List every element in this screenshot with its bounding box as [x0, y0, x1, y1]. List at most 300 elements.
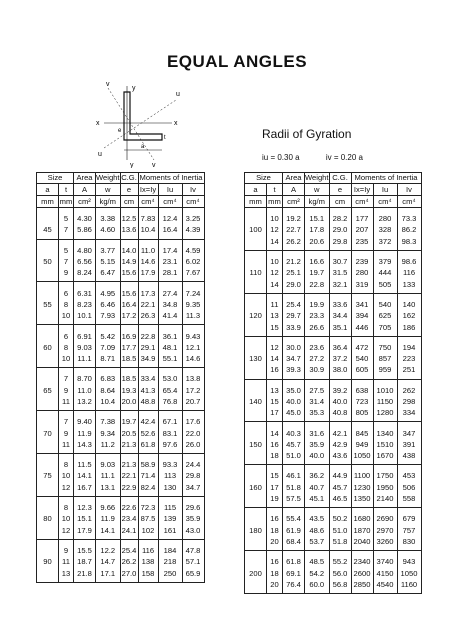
table-row — [37, 525, 205, 540]
table-cell: 17 — [267, 482, 283, 493]
cell-size-a — [37, 368, 59, 385]
table-cell: 51.0 — [283, 450, 305, 465]
table-cell: 33.4 — [138, 368, 158, 385]
cell-size-a — [245, 208, 267, 225]
cell-size-a — [245, 336, 267, 353]
label-v-top: v — [106, 81, 110, 88]
table-cell: 29.8 — [329, 236, 351, 251]
table-cell: 26.2 — [283, 236, 305, 251]
table-cell: 55.4 — [283, 508, 305, 525]
table-cell: 11 — [267, 293, 283, 310]
table-cell: 14.6 — [138, 256, 158, 267]
table-cell: 5 — [59, 208, 74, 225]
table-row — [37, 439, 205, 454]
cell-size-a: 110 — [245, 267, 267, 278]
table-cell: 97.6 — [158, 439, 182, 454]
cell-size-a — [245, 236, 267, 251]
table-cell: 22.6 — [120, 496, 138, 513]
table-cell: 43.5 — [305, 508, 330, 525]
table-row — [245, 551, 422, 568]
table-row — [37, 556, 205, 567]
label-a: a — [141, 144, 145, 150]
table-cell: 15 — [267, 321, 283, 336]
table-cell: 22.1 — [121, 471, 137, 481]
table-cell: 250 — [158, 567, 182, 582]
table-cell: 39.3 — [283, 364, 305, 379]
cell-size-a — [245, 508, 267, 525]
cell-size-a — [245, 293, 267, 310]
table-cell: 34.8 — [158, 299, 182, 310]
table-row — [37, 385, 205, 396]
table-cell: 30.7 — [329, 250, 351, 267]
table-cell: 8.64 — [96, 385, 121, 396]
table-cell: 4.60 — [96, 224, 121, 239]
table-cell: 1150 — [373, 396, 397, 407]
label-y-bottom: y — [130, 162, 134, 168]
cell-size-a — [245, 407, 267, 422]
col-e: e — [329, 184, 351, 196]
table-cell: 11 — [59, 556, 74, 567]
table-cell: 35.3 — [305, 407, 330, 422]
table-cell: 20 — [267, 579, 283, 594]
table-cell: 239 — [351, 250, 373, 267]
table-cell: 7.83 — [138, 208, 158, 225]
table-cell: 605 — [351, 364, 373, 379]
table-row — [37, 299, 205, 310]
table-cell: 22.1 — [138, 299, 158, 310]
table-cell: 506 — [397, 482, 421, 493]
table-cell: 19.2 — [283, 208, 305, 225]
weight-header: Weight — [96, 173, 120, 182]
table-cell: 17.1 — [96, 567, 121, 582]
cell-size-a — [245, 364, 267, 379]
table-cell: 262 — [397, 379, 421, 396]
cell-size-a — [37, 282, 59, 299]
table-cell: 7 — [59, 256, 74, 267]
table-cell: 21.8 — [74, 567, 96, 582]
table-row — [37, 342, 205, 353]
table-cell: 17.2 — [120, 310, 138, 325]
table-cell: 23.1 — [158, 256, 182, 267]
table-cell: 391 — [397, 439, 421, 450]
table-cell: 45.7 — [329, 482, 351, 493]
table-cell: 30.9 — [305, 364, 330, 379]
table-cell: 86.2 — [397, 224, 421, 235]
table-cell: 2040 — [351, 536, 373, 551]
table-cell: 8 — [59, 299, 74, 310]
angle-section-shape — [124, 92, 162, 140]
table-cell: 40.7 — [305, 482, 330, 493]
table-cell: 47.8 — [182, 539, 204, 556]
cell-size-a — [245, 536, 267, 551]
cell-size-a: 50 — [37, 256, 59, 267]
table-cell: 61.8 — [138, 439, 158, 454]
table-cell: 6.83 — [96, 368, 121, 385]
cell-size-a — [37, 411, 59, 428]
table-row — [245, 364, 422, 379]
col-ixiy: Ix=Iy — [139, 184, 157, 194]
v-axis-line — [108, 88, 154, 160]
table-cell: 12.4 — [158, 208, 182, 225]
table-cell: 14 — [267, 422, 283, 439]
table-cell: 73.3 — [397, 208, 421, 225]
cell-size-a: 140 — [245, 396, 267, 407]
table-cell: 83.1 — [158, 427, 182, 438]
cell-size-a: 180 — [245, 525, 267, 536]
table-cell: 27.2 — [305, 353, 330, 364]
table-cell: 113 — [158, 470, 182, 481]
cell-size-a — [245, 551, 267, 568]
iu-formula: iu = 0.30 a — [262, 153, 300, 162]
table-cell: 28.1 — [158, 267, 182, 282]
table-cell: 18.7 — [74, 556, 96, 567]
table-row — [37, 267, 205, 282]
table-row — [37, 310, 205, 325]
table-cell: 328 — [373, 224, 397, 235]
col-iu: Iu — [373, 184, 397, 196]
table-cell: 28.2 — [329, 208, 351, 225]
table-cell: 17.8 — [305, 224, 330, 235]
table-row — [245, 353, 422, 364]
cell-size-a — [245, 579, 267, 594]
table-cell: 93.3 — [158, 454, 182, 471]
table-cell: 17.6 — [182, 411, 204, 428]
table-cell: 9.40 — [74, 411, 96, 428]
table-cell: 438 — [397, 450, 421, 465]
table-cell: 20.6 — [305, 236, 330, 251]
cell-size-a: 200 — [245, 567, 267, 578]
table-cell: 186 — [397, 321, 421, 336]
table-cell: 24.4 — [182, 454, 204, 471]
cell-size-a — [37, 539, 59, 556]
table-cell: 16 — [267, 551, 283, 568]
table-cell: 9.03 — [74, 342, 96, 353]
cg-header: C.G. — [329, 173, 351, 184]
table-cell: 14.1 — [96, 525, 121, 540]
table-cell: 12.3 — [74, 496, 96, 513]
table-cell: 27.4 — [158, 282, 182, 299]
table-cell: 116 — [138, 539, 158, 556]
table-cell: 57.1 — [182, 556, 204, 567]
unit-mm: mm — [59, 196, 73, 206]
table-row — [245, 579, 422, 594]
table-cell: 177 — [351, 208, 373, 225]
cell-size-a: 120 — [245, 310, 267, 321]
table-cell: 12.2 — [96, 539, 121, 556]
table-cell: 8.23 — [74, 299, 96, 310]
table-cell: 750 — [373, 336, 397, 353]
col-A: A — [283, 184, 305, 196]
col-e: e — [120, 184, 138, 196]
table-cell: 12 — [59, 482, 74, 497]
table-cell: 23.3 — [305, 310, 330, 321]
table-row — [245, 465, 422, 482]
table-cell: 48.1 — [158, 342, 182, 353]
cell-size-a: 130 — [245, 353, 267, 364]
table-cell: 20.5 — [121, 428, 137, 438]
table-row — [245, 278, 422, 293]
table-cell: 44.9 — [329, 465, 351, 482]
table-cell: 51.8 — [283, 482, 305, 493]
table-cell: 23.4 — [121, 514, 137, 524]
table-cell: 2970 — [373, 525, 397, 536]
unit-mm: mm — [37, 196, 59, 208]
table-cell: 540 — [373, 293, 397, 310]
table-cell: 34.9 — [138, 353, 158, 368]
table-cell: 16.9 — [120, 325, 138, 342]
table-row — [37, 470, 205, 481]
table-row — [245, 422, 422, 439]
table-cell: 34.7 — [182, 482, 204, 497]
table-cell: 280 — [373, 208, 397, 225]
table-row — [37, 482, 205, 497]
table-row — [245, 536, 422, 551]
table-row — [245, 439, 422, 450]
moi-header: Moments of Inertia — [351, 173, 421, 184]
table-cell: 29.7 — [283, 310, 305, 321]
table-cell: 8.71 — [96, 353, 121, 368]
table-cell: 56.0 — [329, 567, 351, 578]
table-cell: 1280 — [373, 407, 397, 422]
cell-size-a — [245, 379, 267, 396]
table-cell: 5.42 — [96, 325, 121, 342]
table-row — [37, 256, 205, 267]
unit-cm4: cm⁴ — [373, 196, 397, 208]
table-cell: 2140 — [373, 493, 397, 508]
table-cell: 27.0 — [120, 567, 138, 582]
table-cell: 23.6 — [305, 336, 330, 353]
table-row — [37, 427, 205, 438]
table-cell: 116 — [397, 267, 421, 278]
table-cell: 14.6 — [182, 353, 204, 368]
table-cell: 50.2 — [329, 508, 351, 525]
table-cell: 5.15 — [96, 256, 121, 267]
table-cell: 12 — [59, 525, 74, 540]
table-cell: 13 — [267, 379, 283, 396]
table-cell: 13 — [59, 567, 74, 582]
table-cell: 334 — [397, 407, 421, 422]
table-row — [245, 321, 422, 336]
cell-size-a — [37, 525, 59, 540]
table-cell: 6.56 — [74, 256, 96, 267]
unit-cm: cm — [329, 196, 351, 208]
cell-size-a — [37, 310, 59, 325]
table-cell: 19.9 — [305, 293, 330, 310]
table-cell: 7.09 — [96, 342, 121, 353]
table-cell: 76.4 — [283, 579, 305, 594]
table-cell: 15.6 — [120, 282, 138, 299]
table-row — [245, 208, 422, 225]
cell-size-a: 60 — [37, 342, 59, 353]
table-cell: 5 — [59, 239, 74, 256]
table-row — [245, 450, 422, 465]
table-cell: 35.9 — [305, 439, 330, 450]
table-cell: 45.7 — [283, 439, 305, 450]
table-cell: 43.0 — [182, 525, 204, 540]
table-cell: 40.3 — [283, 422, 305, 439]
table-cell: 67.1 — [158, 411, 182, 428]
cell-size-a — [245, 450, 267, 465]
table-cell: 45.0 — [283, 407, 305, 422]
cell-size-a — [245, 250, 267, 267]
table-row — [245, 224, 422, 235]
table-cell: 31.4 — [305, 396, 330, 407]
cell-size-a: 75 — [37, 470, 59, 481]
table-cell: 25.4 — [283, 293, 305, 310]
table-cell: 11.0 — [138, 239, 158, 256]
table-cell: 9 — [59, 539, 74, 556]
table-row — [245, 293, 422, 310]
table-cell: 15.1 — [305, 208, 330, 225]
table-cell: 12 — [267, 224, 283, 235]
cg-header: C.G. — [121, 173, 137, 182]
table-cell: 298 — [397, 396, 421, 407]
table-cell: 10 — [59, 470, 74, 481]
cell-size-a — [245, 465, 267, 482]
table-cell: 453 — [397, 465, 421, 482]
table-cell: 34.4 — [329, 310, 351, 321]
table-cell: 40.8 — [329, 407, 351, 422]
table-cell: 16.4 — [121, 299, 137, 309]
table-cell: 35.1 — [329, 321, 351, 336]
table-cell: 6.47 — [96, 267, 121, 282]
area-header: Area — [74, 173, 96, 184]
table-cell: 16.4 — [158, 224, 182, 239]
table-cell: 15 — [267, 465, 283, 482]
col-w: w — [96, 184, 121, 196]
table-cell: 76.8 — [158, 396, 182, 411]
table-cell: 133 — [397, 278, 421, 293]
table-cell: 857 — [373, 353, 397, 364]
table-cell: 11.0 — [74, 385, 96, 396]
table-row — [37, 454, 205, 471]
table-cell: 53.7 — [305, 536, 330, 551]
table-row — [37, 539, 205, 556]
label-e: e — [118, 128, 122, 134]
table-cell: 207 — [351, 224, 373, 235]
cell-size-a — [37, 454, 59, 471]
table-row — [37, 396, 205, 411]
table-cell: 16 — [267, 364, 283, 379]
col-iv: Iv — [182, 184, 204, 196]
table-cell: 235 — [351, 236, 373, 251]
table-cell: 17.4 — [158, 239, 182, 256]
table-cell: 4150 — [373, 567, 397, 578]
table-cell: 3.25 — [182, 208, 204, 225]
table-cell: 7 — [59, 224, 74, 239]
table-cell: 218 — [158, 556, 182, 567]
table-cell: 29.0 — [329, 224, 351, 235]
table-cell: 394 — [351, 310, 373, 321]
table-cell: 13.6 — [120, 224, 138, 239]
table-cell: 13 — [267, 310, 283, 321]
table-cell: 9.66 — [96, 496, 121, 513]
table-cell: 41.3 — [138, 385, 158, 396]
table-cell: 4.30 — [74, 208, 96, 225]
table-cell: 25.4 — [120, 539, 138, 556]
cell-size-a — [37, 396, 59, 411]
table-cell: 17.9 — [138, 267, 158, 282]
cell-size-a — [245, 278, 267, 293]
table-cell: 4.95 — [96, 282, 121, 299]
table-row — [37, 368, 205, 385]
table-cell: 446 — [351, 321, 373, 336]
table-cell: 705 — [373, 321, 397, 336]
label-t: t — [164, 135, 166, 141]
size-header: Size — [245, 173, 283, 184]
table-cell: 679 — [397, 508, 421, 525]
cell-size-a: 160 — [245, 482, 267, 493]
table-cell: 14.3 — [74, 439, 96, 454]
table-cell: 22.9 — [120, 482, 138, 497]
table-cell: 6.46 — [96, 299, 121, 310]
col-t: t — [267, 184, 283, 196]
table-cell: 7 — [59, 411, 74, 428]
cell-size-a: 90 — [37, 556, 59, 567]
table-cell: 139 — [158, 513, 182, 524]
table-cell: 18 — [267, 525, 283, 536]
table-cell: 14.7 — [96, 556, 121, 567]
table-cell: 7 — [59, 368, 74, 385]
table-cell: 558 — [397, 493, 421, 508]
table-cell: 8 — [59, 454, 74, 471]
table-cell: 29.1 — [138, 342, 158, 353]
table-cell: 18 — [267, 450, 283, 465]
table-cell: 540 — [351, 353, 373, 364]
table-cell: 9.35 — [182, 299, 204, 310]
table-cell: 2690 — [373, 508, 397, 525]
table-cell: 11.9 — [74, 427, 96, 438]
table-cell: 194 — [397, 336, 421, 353]
table-cell: 1160 — [397, 579, 421, 594]
table-cell: 1050 — [351, 450, 373, 465]
table-row — [245, 379, 422, 396]
table-row — [245, 336, 422, 353]
table-cell: 12 — [267, 267, 283, 278]
table-cell: 102 — [138, 525, 158, 540]
table-cell: 69.1 — [283, 567, 305, 578]
table-cell: 38.0 — [329, 364, 351, 379]
table-cell: 26.0 — [182, 439, 204, 454]
table-cell: 60.0 — [305, 579, 330, 594]
table-cell: 11.3 — [182, 310, 204, 325]
table-cell: 11.1 — [96, 470, 121, 481]
table-cell: 319 — [351, 278, 373, 293]
table-cell: 61.9 — [283, 525, 305, 536]
page-title: EQUAL ANGLES — [166, 52, 308, 71]
table-row — [37, 239, 205, 256]
table-cell: 15 — [267, 396, 283, 407]
unit-mm: mm — [245, 196, 267, 208]
table-cell: 72.3 — [138, 496, 158, 513]
cell-size-a: 100 — [245, 224, 267, 235]
cell-size-a — [37, 208, 59, 225]
table-cell: 162 — [397, 310, 421, 321]
table-cell: 14 — [267, 236, 283, 251]
label-v-bottom: v — [152, 162, 156, 168]
table-cell: 4.39 — [182, 224, 204, 239]
table-cell: 31.5 — [329, 267, 351, 278]
table-cell: 45.1 — [305, 493, 330, 508]
table-row — [245, 267, 422, 278]
table-cell: 723 — [351, 396, 373, 407]
table-cell: 13.2 — [74, 396, 96, 411]
weight-header: Weight — [305, 173, 329, 182]
table-cell: 9 — [59, 385, 74, 396]
table-cell: 6.91 — [74, 325, 96, 342]
table-cell: 4.59 — [182, 239, 204, 256]
table-cell: 20.7 — [182, 396, 204, 411]
